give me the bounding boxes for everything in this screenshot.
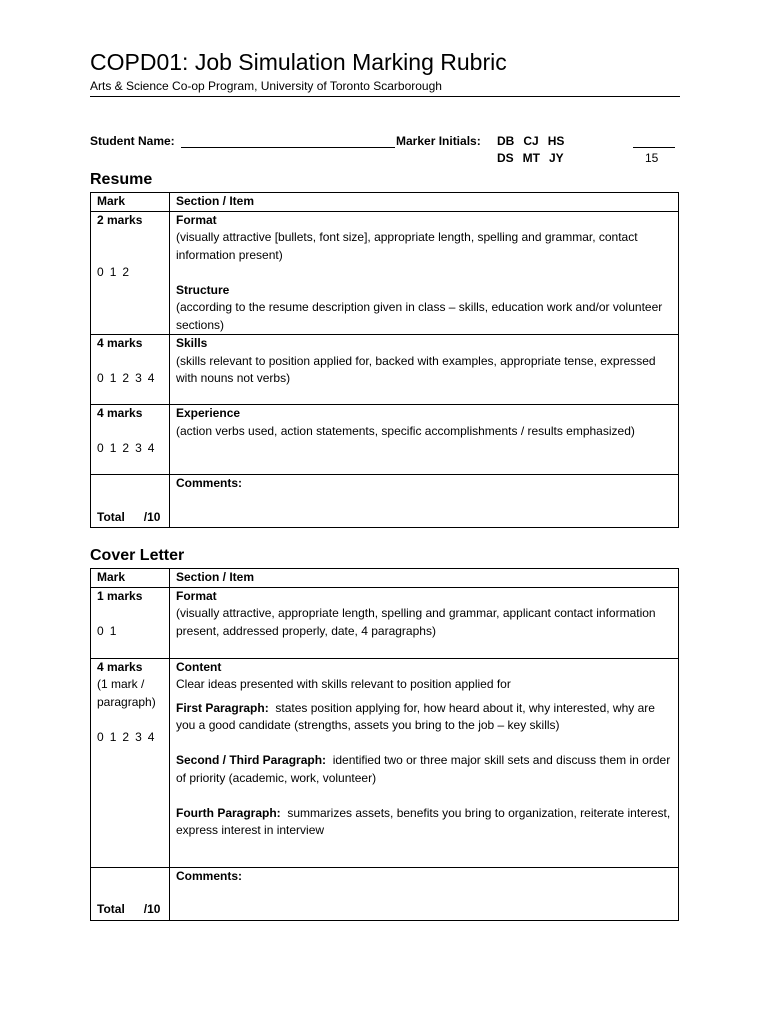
section-cell [170,587,679,658]
score-scale [97,729,163,747]
score-option[interactable]: 1 [109,729,117,744]
marks-available: 1 marks [97,588,143,603]
item-intro: Clear ideas presented with skills relevant to position applied for [176,677,511,691]
section-column-header: Section / Item [170,193,679,212]
table-row [91,335,679,405]
mark-cell [91,211,170,335]
item-description: (according to the resume description given in class – skills, education work and/or volunteer sections) [176,300,663,332]
document-subtitle: Arts & Science Co-op Program, University of Toronto Scarborough [90,79,442,93]
paragraph-text: summarizes assets, benefits you bring to organization, reiterate interest, express interest in interview [176,805,671,837]
paragraph-label: First Paragraph: [176,700,269,715]
paragraph-criterion [176,700,672,735]
cover-letter-table [90,568,679,921]
marker-initial[interactable]: MT [522,151,540,165]
score-option[interactable]: 0 [97,441,104,455]
total-value[interactable]: /10 [143,509,161,524]
score-option[interactable]: 1 [109,441,117,455]
section-column-header: Section / Item [170,569,679,588]
paragraph-text: states position applying for, how heard about it, why interested, why are you a good candidate (strengths, assets you bring to the job – key skills) [176,700,655,732]
table-row [91,658,679,867]
score-scale [97,370,163,388]
score-option[interactable]: 3 [135,729,142,744]
table-row [91,405,679,475]
mark-cell [91,335,170,405]
comments-cell[interactable] [170,475,679,528]
resume-table [90,192,679,528]
paragraph-label: Second / Third Paragraph: [176,753,327,767]
item-description: (skills relevant to position applied for, backed with examples, appropriate tense, expressed with nouns not verbs) [176,353,656,385]
resume-heading: Resume [90,171,153,188]
item-description: (visually attractive [bullets, font size], appropriate length, spelling and grammar, contact information present) [176,230,638,262]
marks-available: 2 marks [97,212,143,227]
table-row [91,211,679,335]
title-divider [90,96,680,97]
marks-note: (1 mark / paragraph) [97,677,156,709]
paragraph-text: identified two or three major skill sets and discuss them in order of priority (academic, work, volunteer) [176,753,671,785]
marker-initial[interactable]: JY [549,151,564,165]
marker-initials-label: Marker Initials: [396,134,481,148]
score-option[interactable]: 1 [109,265,117,279]
marker-initials-row-2 [497,150,573,166]
total-score-field[interactable] [633,147,675,148]
total-score-denominator: 15 [645,151,659,165]
student-name-label: Student Name: [90,134,175,148]
item-title: Experience [176,406,241,420]
item-title: Format [176,212,217,227]
document-title: COPD01: Job Simulation Marking Rubric [90,49,507,75]
score-option[interactable]: 2 [122,371,130,385]
total-cell [91,867,170,920]
score-option[interactable]: 0 [97,371,104,385]
total-cell [91,475,170,528]
item-title: Format [176,588,217,603]
item-title: Structure [176,282,230,297]
cover-letter-heading: Cover Letter [90,547,185,564]
paragraph-label: Fourth Paragraph: [176,805,281,820]
marks-available: 4 marks [97,336,143,350]
comments-cell[interactable] [170,867,679,920]
section-cell [170,211,679,335]
score-option[interactable]: 4 [147,441,155,455]
marker-initial[interactable]: CJ [523,134,539,148]
score-option[interactable]: 2 [122,729,130,744]
mark-cell [91,405,170,475]
mark-cell [91,658,170,867]
student-name-field[interactable] [181,147,395,148]
score-option[interactable]: 0 [97,729,104,744]
score-scale [97,623,163,641]
marker-initials-row-1 [497,133,573,149]
score-option[interactable]: 3 [135,371,142,385]
comments-row [91,867,679,920]
score-option[interactable]: 4 [147,729,155,744]
score-option[interactable]: 1 [109,623,117,638]
score-option[interactable]: 3 [135,441,142,455]
table-header-row [91,193,679,212]
score-option[interactable]: 4 [147,371,155,385]
item-description: (visually attractive, appropriate length, spelling and grammar, applicant contact information present, addressed properly, date, 4 paragraphs) [176,606,656,638]
table-row [91,587,679,658]
score-option[interactable]: 1 [109,371,117,385]
marks-available: 4 marks [97,406,143,420]
section-cell [170,405,679,475]
section-cell [170,335,679,405]
score-scale [97,264,163,282]
item-description: (action verbs used, action statements, specific accomplishments / results emphasized) [176,423,635,438]
marker-initial[interactable]: DS [497,151,514,165]
section-cell [170,658,679,867]
total-label: Total /10 [97,902,161,916]
marker-initial[interactable]: DB [497,134,515,148]
paragraph-criterion [176,805,672,840]
marks-available: 4 marks [97,659,143,674]
item-title: Skills [176,336,208,350]
score-option[interactable]: 0 [97,265,104,279]
item-title: Content [176,659,222,674]
score-option[interactable]: 0 [97,623,104,638]
mark-column-header: Mark [91,569,170,588]
mark-column-header: Mark [91,193,170,212]
paragraph-criterion [176,752,672,787]
comments-row [91,475,679,528]
score-option[interactable]: 2 [122,265,130,279]
score-option[interactable]: 2 [122,441,130,455]
table-header-row [91,569,679,588]
score-scale [97,440,163,458]
comments-label: Comments: [176,476,243,490]
total-value[interactable]: /10 [143,902,161,916]
mark-cell [91,587,170,658]
total-label: Total /10 [97,509,161,524]
marker-initial[interactable]: HS [547,134,565,148]
comments-label: Comments: [176,868,243,883]
